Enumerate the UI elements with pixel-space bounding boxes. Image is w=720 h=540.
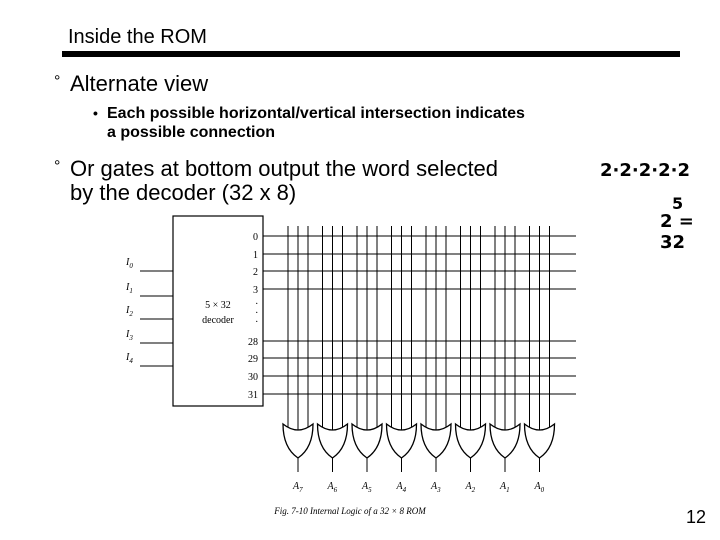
output-label: $A_3$ xyxy=(431,481,441,494)
output-label: $A_5$ xyxy=(362,481,372,494)
slide-title: Inside the ROM xyxy=(68,26,207,48)
input-label: $I_2$ xyxy=(126,305,133,318)
output-label: $A_6$ xyxy=(327,481,338,494)
input-label: $I_4$ xyxy=(126,352,133,365)
output-line-label: 0 xyxy=(253,232,258,243)
input-label: $I_3$ xyxy=(126,329,133,342)
output-line-label: 28 xyxy=(248,337,258,348)
output-line-label: 3 xyxy=(253,285,258,296)
decoder-label-name: decoder xyxy=(202,315,234,326)
output-line-label: 31 xyxy=(248,390,258,401)
figure-caption: Fig. 7-10 Internal Logic of a 32 × 8 ROM xyxy=(274,506,426,516)
handwritten-product: 2·2·2·2·2 xyxy=(600,160,690,181)
or-gate-input-lines xyxy=(288,226,550,441)
output-line-label: . xyxy=(255,296,258,307)
output-label: $A_4$ xyxy=(396,481,407,494)
output-line-label: 1 xyxy=(253,250,258,261)
handwritten-exponent: 5 xyxy=(672,194,684,213)
subbullet-marker: • xyxy=(93,105,98,121)
output-line-label: . xyxy=(255,314,258,325)
bullet-line-1: Or gates at bottom output the word selected xyxy=(70,156,499,181)
bullet-text: Alternate view xyxy=(70,71,209,96)
output-line-label: 29 xyxy=(248,354,258,365)
output-label: $A_1$ xyxy=(500,481,510,494)
output-label: $A_0$ xyxy=(534,481,545,494)
input-label: $I_1$ xyxy=(126,282,133,295)
handwritten-power: 2 = 32 xyxy=(660,211,694,253)
decoder-inputs xyxy=(125,257,173,366)
decoder-label-size: 5 × 32 xyxy=(205,300,231,311)
or-gates xyxy=(283,424,555,494)
bullet-marker: ° xyxy=(54,158,61,175)
output-line-label: . xyxy=(255,305,258,316)
page-number: 12 xyxy=(685,507,706,527)
subbullet-line-2: a possible connection xyxy=(107,124,276,141)
output-label: $A_2$ xyxy=(465,481,476,494)
output-label: $A_7$ xyxy=(293,481,303,494)
output-line-label: 30 xyxy=(248,372,258,383)
output-line-label: 2 xyxy=(253,267,258,278)
bullet-line-2: by the decoder (32 x 8) xyxy=(70,180,297,205)
bullet-marker: ° xyxy=(54,73,61,90)
subbullet-line-1: Each possible horizontal/vertical intersection indicates xyxy=(107,105,525,122)
input-label: $I_0$ xyxy=(126,257,133,270)
